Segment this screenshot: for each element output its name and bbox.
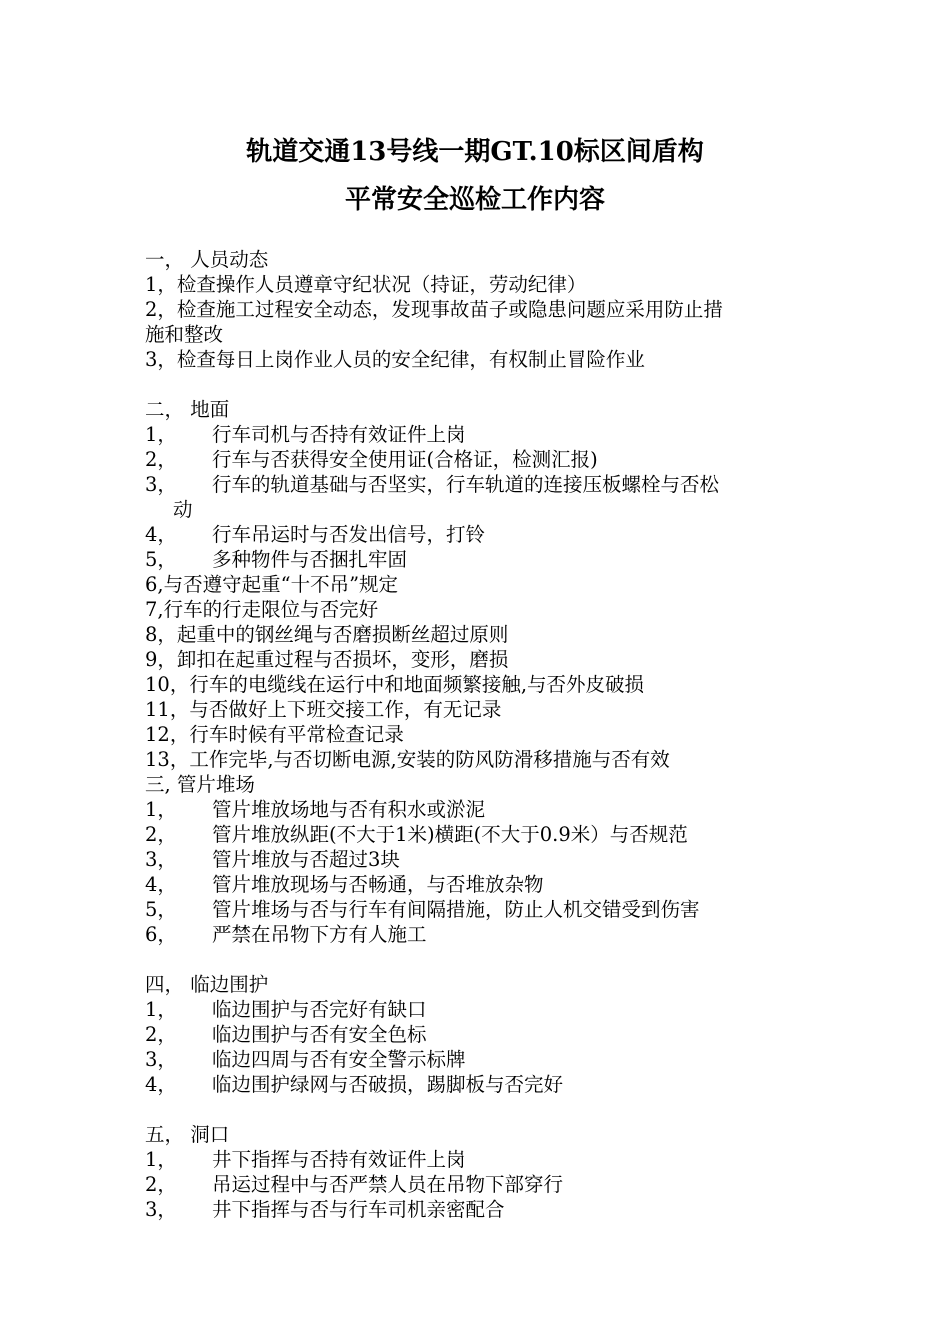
item-number: 4， <box>145 873 177 896</box>
list-item <box>145 997 810 1022</box>
item-text: 管片堆放纵距(不大于1米)横距(不大于0.9米）与否规范 <box>212 823 688 846</box>
document-subtitle: 平常安全巡检工作内容 <box>344 185 605 215</box>
item-number: 1， <box>145 1148 177 1171</box>
item-text: 吊运过程中与否严禁人员在吊物下部穿行 <box>212 1173 564 1196</box>
item-number: 3， <box>145 473 177 496</box>
item-number: 5， <box>145 898 177 921</box>
list-item: 2，检查施工过程安全动态，发现事故苗子或隐患问题应采用防止措 <box>145 298 723 321</box>
item-text: 井下指挥与否与行车司机亲密配合 <box>212 1198 505 1221</box>
document-title: 轨道交通13号线一期GT.10标区间盾构 <box>246 137 704 167</box>
item-number: 2， <box>145 448 177 471</box>
item-number: 3， <box>145 848 177 871</box>
item-text: 行车与否获得安全使用证(合格证，检测汇报) <box>212 448 598 471</box>
item-number: 4， <box>145 1073 177 1096</box>
item-text: 临边围护与否有安全色标 <box>212 1023 427 1046</box>
section-heading: 五， 洞口 <box>145 1123 230 1146</box>
item-number: 4， <box>145 523 177 546</box>
list-item-continuation: 施和整改 <box>145 323 224 346</box>
item-number: 6， <box>145 923 177 946</box>
item-number: 5， <box>145 548 177 571</box>
item-number: 3， <box>145 1198 177 1221</box>
item-number: 1， <box>145 798 177 821</box>
item-text: 临边围护绿网与否破损，踢脚板与否完好 <box>212 1073 564 1096</box>
list-item <box>145 1197 810 1222</box>
item-text: 井下指挥与否持有效证件上岗 <box>212 1148 466 1171</box>
list-item <box>145 847 810 872</box>
list-item <box>145 522 810 547</box>
list-item <box>145 547 810 572</box>
list-item <box>145 1047 810 1072</box>
list-item <box>145 472 810 497</box>
list-item: 8，起重中的钢丝绳与否磨损断丝超过原则 <box>145 623 509 646</box>
list-item: 13，工作完毕,与否切断电源,安装的防风防滑移措施与否有效 <box>145 748 670 771</box>
item-number: 2， <box>145 823 177 846</box>
section-heading: 四， 临边围护 <box>145 973 269 996</box>
item-text: 管片堆放场地与否有积水或淤泥 <box>212 798 486 821</box>
item-text: 管片堆场与否与行车有间隔措施，防止人机交错受到伤害 <box>212 898 700 921</box>
list-item: 11，与否做好上下班交接工作，有无记录 <box>145 698 502 721</box>
list-item: 9，卸扣在起重过程与否损坏，变形，磨损 <box>145 648 509 671</box>
item-text: 行车司机与否持有效证件上岗 <box>212 423 466 446</box>
item-number: 1， <box>145 423 177 446</box>
list-item <box>145 922 810 947</box>
item-text: 行车的轨道基础与否坚实，行车轨道的连接压板螺栓与否松 <box>212 473 720 496</box>
list-item <box>145 822 810 847</box>
item-text: 多种物件与否捆扎牢固 <box>212 548 408 571</box>
item-text: 临边四周与否有安全警示标牌 <box>212 1048 466 1071</box>
section-heading: 一， 人员动态 <box>145 248 269 271</box>
list-item: 7,行车的行走限位与否完好 <box>145 598 379 621</box>
list-item: 1，检查操作人员遵章守纪状况（持证，劳动纪律） <box>145 273 587 296</box>
item-text: 管片堆放与否超过3块 <box>212 848 400 871</box>
list-item <box>145 422 810 447</box>
section-heading: 三, 管片堆场 <box>145 773 255 796</box>
item-text: 临边围护与否完好有缺口 <box>212 998 427 1021</box>
item-text: 严禁在吊物下方有人施工 <box>212 923 427 946</box>
item-number: 1， <box>145 998 177 1021</box>
list-item: 3，检查每日上岗作业人员的安全纪律，有权制止冒险作业 <box>145 348 645 371</box>
item-text: 管片堆放现场与否畅通，与否堆放杂物 <box>212 873 544 896</box>
item-number: 3， <box>145 1048 177 1071</box>
list-item <box>145 797 810 822</box>
list-item-continuation: 动 <box>173 498 193 521</box>
list-item: 10，行车的电缆线在运行中和地面频繁接触,与否外皮破损 <box>145 673 645 696</box>
list-item: 12，行车时候有平常检查记录 <box>145 723 404 746</box>
list-item <box>145 1022 810 1047</box>
list-item <box>145 897 810 922</box>
list-item <box>145 447 810 472</box>
item-number: 2， <box>145 1173 177 1196</box>
list-item <box>145 1172 810 1197</box>
list-item: 6,与否遵守起重“十不吊”规定 <box>145 573 399 596</box>
document-body <box>145 247 810 1222</box>
item-number: 2， <box>145 1023 177 1046</box>
item-text: 行车吊运时与否发出信号，打铃 <box>212 523 486 546</box>
list-item <box>145 872 810 897</box>
list-item <box>145 1147 810 1172</box>
list-item <box>145 1072 810 1097</box>
section-heading: 二， 地面 <box>145 398 230 421</box>
